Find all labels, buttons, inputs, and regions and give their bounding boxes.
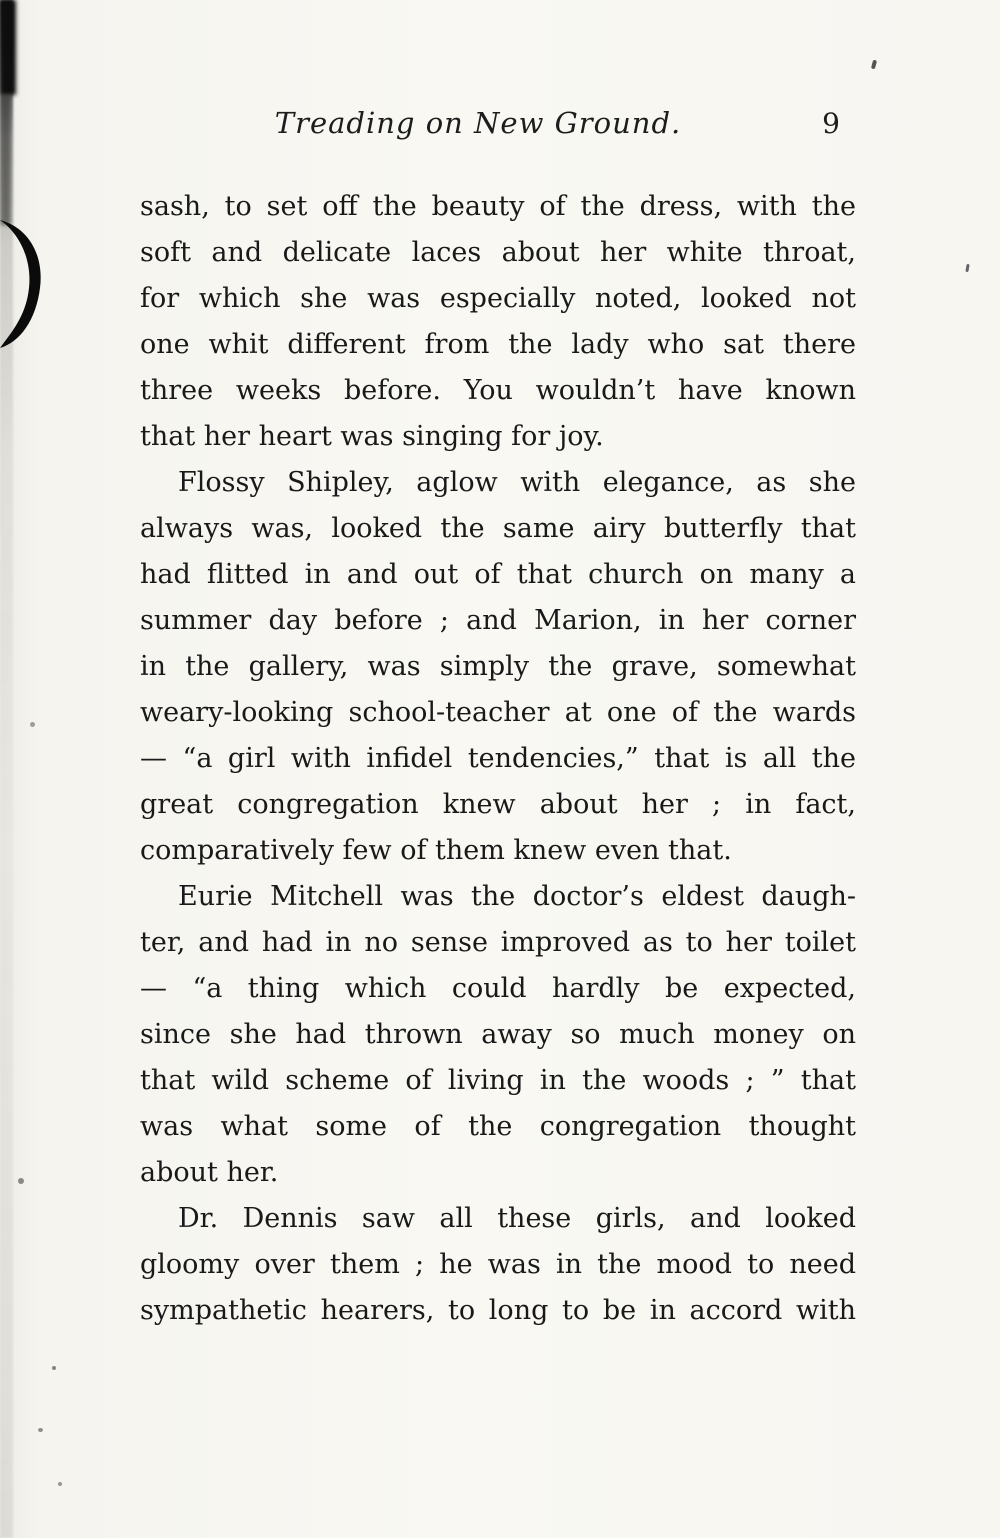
paragraph	[140, 874, 856, 1196]
text-line: that wild scheme of living in the woods ; ” that	[140, 1065, 856, 1096]
text-line: — “a girl with infidel tendencies,” that is all the	[140, 743, 856, 774]
text-line: — “a thing which could hardly be expected,	[140, 973, 856, 1004]
text-line: was what some of the congregation thought	[140, 1111, 856, 1142]
scan-artifact-speck	[30, 722, 35, 727]
text-line: sash, to set off the beauty of the dress, with the	[140, 191, 856, 222]
scan-artifact-speck	[52, 1366, 56, 1370]
scan-artifact-ink-blob-top	[0, 0, 16, 95]
text-line: about her.	[140, 1157, 279, 1188]
scan-artifact-speck	[965, 264, 969, 272]
scan-artifact-ink-blob-upper	[0, 95, 11, 225]
text-line: sympathetic hearers, to long to be in accord with	[140, 1295, 856, 1326]
text-line: comparatively few of them knew even that.	[140, 835, 732, 866]
text-line: weary-looking school-teacher at one of the wards	[140, 697, 856, 728]
page-number: 9	[822, 107, 840, 140]
text-line: Flossy Shipley, aglow with elegance, as she	[178, 467, 856, 498]
page-header	[140, 106, 856, 150]
page-body	[140, 184, 856, 1334]
scan-artifact-speck	[18, 1178, 24, 1184]
text-line: Eurie Mitchell was the doctor’s eldest daugh-	[178, 881, 856, 912]
text-line: always was, looked the same airy butterfly that	[140, 513, 856, 544]
text-line: summer day before ; and Marion, in her corner	[140, 605, 856, 636]
text-line: one whit different from the lady who sat there	[140, 329, 856, 360]
scan-artifact-speck	[38, 1428, 43, 1432]
paragraph	[140, 460, 856, 874]
running-title: Treading on New Ground.	[274, 106, 682, 140]
text-line: soft and delicate laces about her white throat,	[140, 237, 856, 268]
text-line: for which she was especially noted, looked not	[140, 283, 856, 314]
scan-artifact-hook-mark	[0, 212, 58, 362]
text-line: in the gallery, was simply the grave, somewhat	[140, 651, 856, 682]
text-line: since she had thrown away so much money on	[140, 1019, 856, 1050]
text-line: Dr. Dennis saw all these girls, and looked	[178, 1203, 856, 1234]
scan-artifact-speck	[871, 60, 877, 70]
text-line: had flitted in and out of that church on many a	[140, 559, 856, 590]
paragraph	[140, 184, 856, 460]
text-line: ter, and had in no sense improved as to her toilet	[140, 927, 856, 958]
paragraph	[140, 1196, 856, 1334]
text-line: that her heart was singing for joy.	[140, 421, 604, 452]
text-line: gloomy over them ; he was in the mood to need	[140, 1249, 856, 1280]
scan-artifact-speck	[58, 1482, 62, 1486]
text-line: three weeks before. You wouldn’t have known	[140, 375, 856, 406]
text-line: great congregation knew about her ; in fact,	[140, 789, 856, 820]
